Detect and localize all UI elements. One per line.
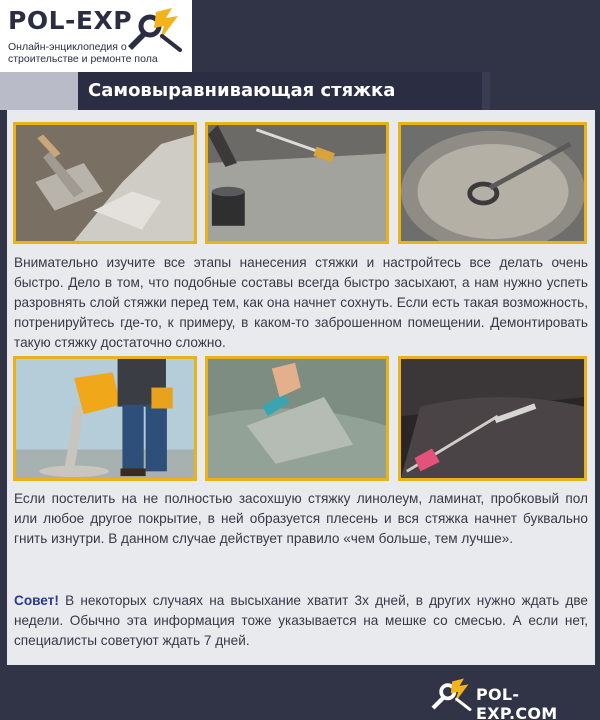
paragraph-2: Если постелить на не полностью засохшую стяжку линолеум, ламинат, пробковый пол или любое другое покрытие, в ней образуется плесень и вся стяжка начнет буквально гнить изнутри. В данном случае действует правило «чем больше, тем лучше».	[14, 491, 588, 546]
photo-mixing-bucket-image	[401, 125, 584, 241]
logo-text: POL-EXP	[8, 6, 133, 35]
paragraph-1: Внимательно изучите все этапы нанесения стяжки и настройтесь все делать очень быстро. Дело в том, что подобные составы всегда быстро засыхают, а нам нужно успеть разровнять слой стяжки перед тем, как она начнет сохнуть. Если есть такая возможность, потренируйтесь где-то, к примеру, в каком-то заброшенном помещении. Демонтировать такую стяжку достаточно сложно.	[14, 255, 588, 350]
tip-paragraph	[14, 591, 588, 651]
photo-primer-roller	[205, 122, 389, 244]
photo-pouring-mix-image	[16, 359, 194, 478]
photo-plaster-trowel-image	[16, 125, 194, 241]
photo-pouring-mix	[13, 356, 197, 481]
title-edge	[482, 72, 490, 110]
content-panel	[7, 110, 595, 665]
photo-primer-roller-image	[208, 125, 386, 241]
title-bar	[0, 72, 490, 110]
photo-mixing-bucket	[398, 122, 587, 244]
photo-smoothing-trowel	[205, 356, 389, 481]
photo-plaster-trowel	[13, 122, 197, 244]
photo-smoothing-trowel-image	[208, 359, 386, 478]
header	[0, 0, 600, 72]
footer	[0, 665, 600, 720]
photo-spiked-roller-image	[401, 359, 584, 478]
lightning-wrench-icon	[427, 677, 473, 711]
footer-site-link[interactable]: POL-EXP.COM	[476, 685, 558, 720]
tip-label: Совет!	[14, 593, 59, 608]
tip-text: В некоторых случаях на высыхание хватит 3х дней, в других нужно ждать две недели. Обычно эта информация тоже указывается на мешке со смесью. А если нет, специалисты советуют ждать 7 дней.	[14, 593, 588, 648]
logo[interactable]	[0, 0, 192, 72]
page-title: Самовыравнивающая стяжка	[88, 80, 396, 101]
title-accent	[0, 72, 78, 110]
photo-spiked-roller	[398, 356, 587, 481]
tagline: Онлайн-энциклопедия о строительстве и ремонте пола	[8, 41, 158, 65]
